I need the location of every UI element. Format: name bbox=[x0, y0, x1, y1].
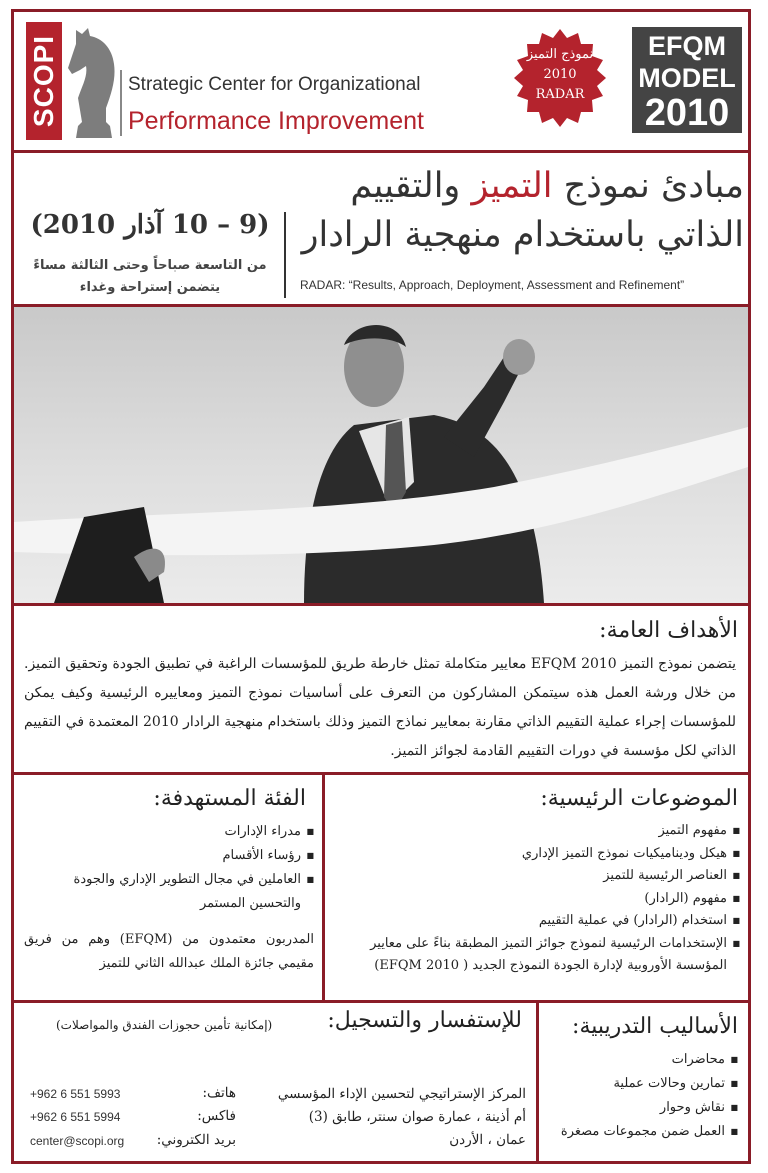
org-name-line1: Strategic Center for Organizational bbox=[128, 74, 421, 95]
address-line: المركز الإستراتيجي لتحسين الإداء المؤسسي bbox=[277, 1086, 526, 1102]
page-title-line1 bbox=[350, 166, 744, 206]
list-item: ■ مفهوم التميز bbox=[340, 820, 740, 843]
divider-topics bbox=[11, 1000, 751, 1003]
businessman-finish-line-image bbox=[14, 307, 748, 603]
divider-enquiry-methods bbox=[536, 1003, 539, 1164]
enquiry-note: (إمكانية تأمين حجوزات الفندق والمواصلات) bbox=[56, 1018, 273, 1032]
divider-photo-bottom bbox=[11, 603, 751, 606]
phone-label: هاتف: bbox=[202, 1085, 236, 1101]
list-item: ■ رؤساء الأقسام bbox=[24, 844, 314, 868]
email-link[interactable]: center@scopi.org bbox=[30, 1134, 125, 1148]
list-item: ■ العاملين في مجال التطوير الإداري والجودة والتحسين المستمر bbox=[24, 868, 314, 916]
address-line: عمان ، الأردن bbox=[449, 1132, 526, 1148]
org-divider bbox=[120, 70, 122, 136]
fax-label: فاكس: bbox=[197, 1108, 236, 1124]
divider-topics-target bbox=[322, 775, 325, 1002]
list-item: ■ مفهوم (الرادار) bbox=[340, 888, 740, 911]
goals-body: يتضمن نموذج التميز EFQM 2010 معايير متكاملة تمثل خارطة طريق للمؤسسات الراغبة في تطبيق الجودة وتحقيق التميز. من خلال ورشة العمل هذه سيتمكن المشاركون من التعرف على أساسيات نموذج التميز ومعاييره الرئيسية وكيف يمكن للمؤسسات إجراء عملية التقييم الذاتي مقارنة بمعايير نماذج التميز وذلك باستخدام منهجية الرادار 2010 المعتمدة في التقييم الذاتي لكل مؤسسة في دورات التقييم القادمة لجوائز التميز. bbox=[24, 656, 736, 759]
hero-photo bbox=[14, 307, 748, 603]
radar-seal-line1: نموذج التميز bbox=[526, 47, 594, 62]
efqm-line1: EFQM bbox=[648, 31, 726, 61]
phone-number[interactable]: +962 6 551 5993 bbox=[30, 1087, 121, 1101]
address-block bbox=[278, 1083, 526, 1152]
efqm-line3: 2010 bbox=[644, 92, 730, 134]
org-name-line2: Performance Improvement bbox=[128, 107, 424, 135]
list-item: ■ نقاش وحوار bbox=[548, 1096, 738, 1120]
title-part-a: مبادئ نموذج bbox=[563, 166, 744, 206]
target-heading: الفئة المستهدفة: bbox=[153, 786, 306, 811]
list-item: ■ هيكل وديناميكيات نموذج التميز الإداري bbox=[340, 843, 740, 866]
topics-heading: الموضوعات الرئيسية: bbox=[540, 786, 738, 811]
list-item: ■ استخدام (الرادار) في عملية التقييم bbox=[340, 910, 740, 933]
efqm-model-logo bbox=[632, 27, 742, 133]
target-list bbox=[24, 820, 314, 916]
goals-heading: الأهداف العامة: bbox=[599, 618, 738, 643]
list-item: ■ تمارين وحالات عملية bbox=[548, 1072, 738, 1096]
email-label: بريد الكتروني: bbox=[156, 1132, 236, 1148]
event-includes: يتضمن إستراحة وغداء bbox=[79, 280, 221, 295]
trainers-note: المدربون معتمدون من (EFQM) وهم من فريق مقيمي جائزة الملك عبدالله الثاني للتميز bbox=[24, 932, 314, 971]
efqm-line2: MODEL bbox=[638, 63, 736, 93]
title-accent: التميز bbox=[471, 166, 553, 206]
radar-seal-text bbox=[508, 45, 612, 105]
list-item: ■ العمل ضمن مجموعات مصغرة bbox=[548, 1120, 738, 1144]
list-item: ■ الإستخدامات الرئيسية لنموذج جوائز التميز المطبقة بناءً على معايير المؤسسة الأوروبية لإدارة الجودة النموذج الجديد ( EFQM 2010) bbox=[340, 933, 740, 978]
knight-chess-icon bbox=[66, 22, 122, 140]
event-date: (9 – 10 آذار 2010) bbox=[30, 210, 270, 240]
radar-seal-line3: RADAR bbox=[535, 87, 585, 102]
methods-list bbox=[548, 1048, 738, 1144]
address-line: أم أذينة ، عمارة صوان سنتر، طابق (3) bbox=[308, 1109, 526, 1125]
list-item: ■ مدراء الإدارات bbox=[24, 820, 314, 844]
title-divider bbox=[284, 212, 286, 298]
divider-header bbox=[11, 150, 751, 153]
divider-goals bbox=[11, 772, 751, 775]
list-item: ■ محاضرات bbox=[548, 1048, 738, 1072]
fax-number: +962 6 551 5994 bbox=[30, 1110, 121, 1124]
methods-heading: الأساليب التدريبية: bbox=[572, 1014, 738, 1039]
radar-expansion: RADAR: “Results, Approach, Deployment, Assessment and Refinement” bbox=[300, 278, 685, 292]
radar-seal-line2: 2010 bbox=[543, 67, 577, 82]
title-part-b: والتقييم bbox=[350, 166, 461, 206]
event-time: من التاسعة صباحاً وحتى الثالثة مساءً bbox=[33, 258, 267, 273]
enquiry-heading: للإستفسار والتسجيل: bbox=[327, 1008, 522, 1033]
scopi-logo-text: SCOPI bbox=[28, 34, 59, 128]
topics-list bbox=[340, 820, 740, 978]
list-item: ■ العناصر الرئيسية للتميز bbox=[340, 865, 740, 888]
page-title-line2: الذاتي باستخدام منهجية الرادار bbox=[301, 215, 744, 255]
